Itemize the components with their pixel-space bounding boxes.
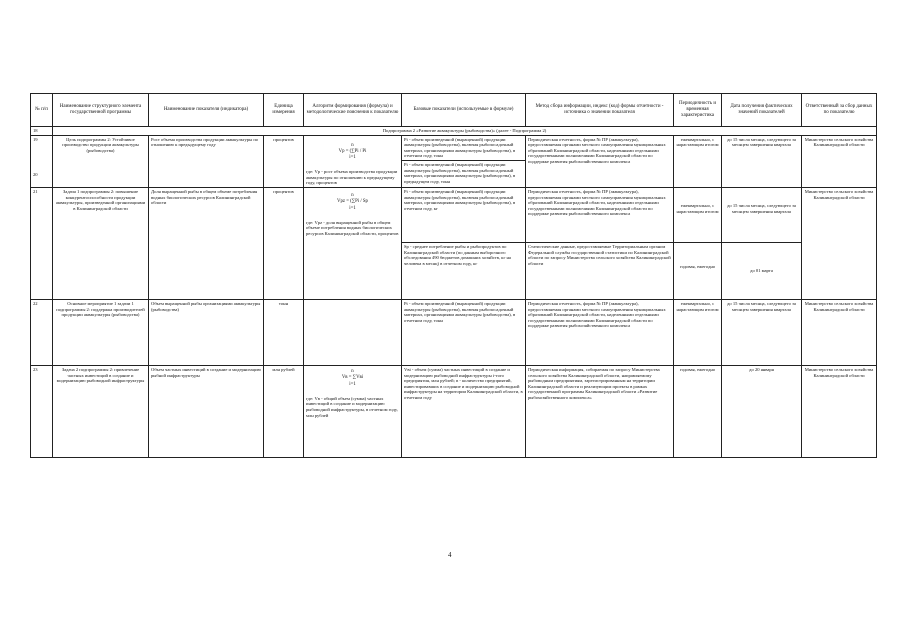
base-item: Sp - среднее потребление рыбы и рыбопродуктов по Калининградской области (по данным выборочного обследования 490 бюджетов домашних хозяйств, кг на человека в месяц) в отчетном году, кг [404, 244, 511, 266]
row-unit: процентов [264, 188, 304, 300]
header-base: Базовые показатели (используемые в формуле) [402, 94, 526, 127]
row-method: Периодическая отчетность, форма № ПР (аквакультура), предоставляемая органами местного самоуправления муниципальных образований Калининградской области, наделенными отдельными государственными полномочиями Калининградской области по поддержке развития рыбохозяйственного комплекса [526, 300, 674, 366]
row-num-sub: 20 [33, 172, 38, 178]
header-responsible: Ответственный за сбор данных по показателю [802, 94, 877, 127]
period-item: ежеквартально, с нарастающим итогом [676, 203, 719, 214]
cell-divider [526, 242, 673, 243]
formula-explanation: где: Vв - общий объем (сумма) частных инвестиций в создание и модернизацию рыбоводной инфраструктуры, в отчетном году, млн рублей [306, 395, 398, 418]
row-date [722, 188, 802, 300]
row-indicator: Рост объема производства продукции аквакультуры по отношению к предыдущему году [149, 135, 264, 187]
indicator-table [30, 93, 877, 458]
formula-explanation: где: Vpz - доля выращенной рыбы в общем объеме потребления водных биологических ресурсов Калининградской области, процентов [306, 219, 399, 236]
table-row [31, 366, 877, 458]
row-element: Основное мероприятие 1 задачи 1 подпрограммы 2: поддержка производителей продукции аквакультуры (рыбоводства) [53, 300, 149, 366]
row-method: Периодическая отчетность, форма № ПР (аквакультура), предоставляемая органами местного самоуправления муниципальных образований Калининградской области, наделенными отдельными государственными полномочиями Калининградской области по поддержке развития рыбохозяйственного комплекса [526, 135, 674, 187]
formula-top: n [351, 369, 354, 375]
formula-main: Vв = ∑Vвi [341, 375, 364, 381]
formula-main: Vp = (∑Pi / Pi [338, 148, 367, 154]
header-num: № п/п [31, 94, 53, 127]
formula-bottom: i=1 [349, 381, 356, 387]
row-date: до 20 января [722, 366, 802, 458]
row-indicator: Доля выращенной рыбы в общем объеме потребления водных биологических ресурсов Калининградской области [149, 188, 264, 300]
period-item: годовая, ежегодно [679, 264, 716, 270]
row-element: Задача 2 подпрограммы 2: привлечение частных инвестиций в создание и модернизацию рыбоводной инфраструктуры [53, 366, 149, 458]
formula [306, 369, 399, 388]
row-responsible: Министерство сельского хозяйства Калининградской области [802, 366, 877, 458]
row-period: годовая, ежегодно [674, 366, 722, 458]
formula [306, 193, 399, 212]
row-algorithm [304, 300, 402, 366]
table-row [31, 300, 877, 366]
method-item: Периодическая отчетность, форма № ПР (аквакультура), предоставляемая органами местного самоуправления муниципальных образований Калининградской области, наделенными отдельными государственными полномочиями Калининградской области по поддержке развития рыбохозяйственного комплекса [528, 189, 666, 217]
row-unit: тонн [264, 300, 304, 366]
header-element: Наименование структурного элемента государственной программы [53, 94, 149, 127]
header-indicator: Наименование показателя (индикатора) [149, 94, 264, 127]
row-method [526, 188, 674, 300]
row-element: Цель подпрограммы 2: Устойчивое производство продукции аквакультуры (рыбоводства) [53, 135, 149, 187]
row-algorithm [304, 188, 402, 300]
row-base: Pt - объем произведенной (выращенной) продукции аквакультуры (рыбоводства), включая рыбопосадочный материал, организациями аквакультуры (рыбоводства), в отчетном году, тонн [402, 300, 526, 366]
header-method: Метод сбора информации, индекс (код) формы отчетности - источника о значении показателя [526, 94, 674, 127]
table-row [31, 188, 877, 300]
row-base [402, 188, 526, 300]
cell-divider [674, 242, 721, 243]
table-row [31, 135, 877, 187]
row-period: ежеквартально, с нарастающим итогом [674, 300, 722, 366]
formula-top: n [351, 193, 354, 199]
row-element: Задача 1 подпрограммы 2: повышение конкурентоспособности продукции аквакультуры, произведенной организациями в Калининградской области [53, 188, 149, 300]
formula [306, 143, 399, 162]
cell-divider [402, 242, 525, 243]
row-num: 21 [31, 188, 53, 300]
row-num [31, 135, 53, 187]
page-number: 4 [448, 551, 452, 559]
header-date: Дата получения фактических значений показателей [722, 94, 802, 127]
row-responsible: Министерство сельского хозяйства Калининградской области [802, 135, 877, 187]
section-title: Подпрограмма 2 «Развитие аквакультуры (рыбоводства)» (далее - Подпрограмма 2) [53, 127, 877, 136]
cell-divider [402, 160, 525, 161]
row-date: до 15 числа месяца, следующего за месяцем завершения квартала [722, 135, 802, 187]
row-num: 22 [31, 300, 53, 366]
base-item: Pi - объем произведенной (выращенной) продукции аквакультуры (рыбоводства), включая рыбопосадочный материал, организациями аквакультуры (рыбоводства), в предыдущем году, тонн [404, 161, 516, 184]
section-row [31, 127, 877, 136]
formula-bottom: i=1 [349, 205, 356, 211]
row-base [402, 135, 526, 187]
row-period: ежеквартально, с нарастающим итогом [674, 135, 722, 187]
header-algorithm: Алгоритм формирования (формула) и методологические пояснения к показателю [304, 94, 402, 127]
formula-explanation: где: Vp - рост объема производства продукции аквакультуры по отношению к предыдущему году, процентов [306, 169, 398, 186]
row-unit: млн рублей [264, 366, 304, 458]
row-base: Vвi - объем (сумма) частных инвестиций в создание и модернизацию рыбоводной инфраструктуры i-того предприятия, млн рублей; n - количество предприятий, инвестировавших в создание и модернизацию рыбоводной инфраструктуры на территории Калининградской области, в отчетном году [402, 366, 526, 458]
base-item: Pi - объем произведенной (выращенной) продукции аквакультуры (рыбоводства), включая рыбопосадочный материал, организациями аквакультуры (рыбоводства), в отчетном году, кг [404, 189, 516, 211]
cell-divider [722, 242, 801, 243]
method-item: Статистические данные, предоставляемые Территориальным органом Федеральной службы государственной статистики по Калининградской области по запросу Министерства сельского хозяйства Калининградской области [528, 244, 671, 266]
formula-top: n [351, 142, 354, 148]
section-num: 18 [31, 127, 53, 136]
formula-main: Vpz = (∑Pi / Sp [337, 199, 368, 205]
header-unit: Единица измерения [264, 94, 304, 127]
date-item: до 01 марта [750, 268, 773, 274]
header-period: Периодичность и временная характеристика [674, 94, 722, 127]
table-header-row [31, 94, 877, 127]
row-algorithm [304, 366, 402, 458]
row-unit: процентов [264, 135, 304, 187]
row-date: до 15 числа месяца, следующего за месяцем завершения квартала [722, 300, 802, 366]
date-item: до 15 числа месяца, следующего за месяцем завершения квартала [727, 203, 796, 214]
formula-bottom: i=1 [349, 155, 356, 161]
row-num: 23 [31, 366, 53, 458]
row-method: Периодическая информация, собираемая по запросу Министерства сельского хозяйства Калининградской области, направляемому рыбоводным предприятиям, зарегистрированным на территории Калининградской области и реализующим проекты в рамках государственной программы Калининградской области «Развитие рыбохозяйственного комплекса» [526, 366, 674, 458]
row-indicator: Объем выращенной рыбы организациями аквакультуры (рыбоводства) [149, 300, 264, 366]
row-responsible: Министерство сельского хозяйства Калининградской области [802, 300, 877, 366]
base-item: Pi - объем произведенной (выращенной) продукции аквакультуры (рыбоводства), включая рыбопосадочный материал, организациями аквакультуры (рыбоводства), в отчетном году, тонн [404, 136, 516, 159]
row-algorithm [304, 135, 402, 187]
row-num-main: 19 [33, 136, 38, 142]
row-period [674, 188, 722, 300]
row-responsible: Министерство сельского хозяйства Калининградской области [802, 188, 877, 300]
row-indicator: Объем частных инвестиций в создание и модернизацию рыбной инфраструктуры [149, 366, 264, 458]
